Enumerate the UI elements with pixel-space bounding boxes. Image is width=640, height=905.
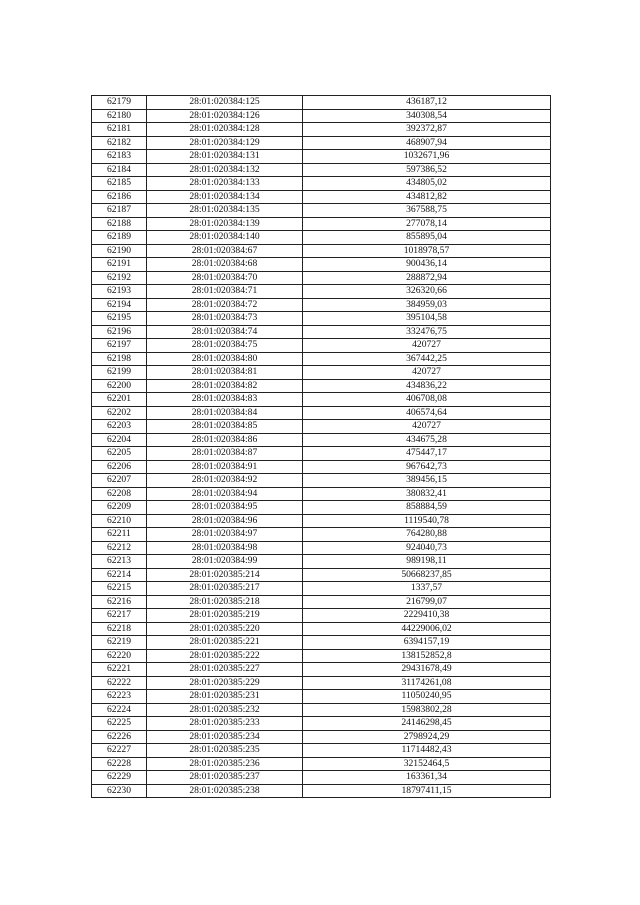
value-cell: 6394157,19 [303, 636, 551, 650]
value-cell: 764280,88 [303, 528, 551, 542]
table-row [92, 703, 551, 717]
table-row [92, 258, 551, 272]
value-cell: 924040,73 [303, 541, 551, 555]
value-cell: 389456,15 [303, 474, 551, 488]
table-row [92, 568, 551, 582]
cadastral-number-cell: 28:01:020385:217 [147, 582, 303, 596]
cadastral-number-cell: 28:01:020385:218 [147, 595, 303, 609]
value-cell: 340308,54 [303, 109, 551, 123]
row-number-cell: 62211 [92, 528, 147, 542]
cadastral-number-cell: 28:01:020384:71 [147, 285, 303, 299]
value-cell: 367588,75 [303, 204, 551, 218]
cadastral-number-cell: 28:01:020384:82 [147, 379, 303, 393]
row-number-cell: 62198 [92, 352, 147, 366]
value-cell: 277078,14 [303, 217, 551, 231]
row-number-cell: 62213 [92, 555, 147, 569]
table-row [92, 474, 551, 488]
cadastral-number-cell: 28:01:020384:70 [147, 271, 303, 285]
cadastral-number-cell: 28:01:020384:129 [147, 136, 303, 150]
cadastral-number-cell: 28:01:020384:99 [147, 555, 303, 569]
row-number-cell: 62189 [92, 231, 147, 245]
cadastral-number-cell: 28:01:020384:74 [147, 325, 303, 339]
value-cell: 18797411,15 [303, 784, 551, 798]
row-number-cell: 62224 [92, 703, 147, 717]
value-cell: 288872,94 [303, 271, 551, 285]
value-cell: 2229410,38 [303, 609, 551, 623]
row-number-cell: 62181 [92, 123, 147, 137]
row-number-cell: 62179 [92, 96, 147, 110]
row-number-cell: 62210 [92, 514, 147, 528]
table-row [92, 744, 551, 758]
cadastral-number-cell: 28:01:020384:96 [147, 514, 303, 528]
table-row [92, 366, 551, 380]
row-number-cell: 62214 [92, 568, 147, 582]
table-row [92, 447, 551, 461]
cadastral-number-cell: 28:01:020384:87 [147, 447, 303, 461]
table-row [92, 406, 551, 420]
table-row [92, 379, 551, 393]
table-row [92, 163, 551, 177]
row-number-cell: 62228 [92, 757, 147, 771]
value-cell: 11050240,95 [303, 690, 551, 704]
table-row [92, 757, 551, 771]
row-number-cell: 62206 [92, 460, 147, 474]
table-row [92, 460, 551, 474]
table-row [92, 271, 551, 285]
value-cell: 367442,25 [303, 352, 551, 366]
row-number-cell: 62194 [92, 298, 147, 312]
cadastral-number-cell: 28:01:020384:125 [147, 96, 303, 110]
cadastral-number-cell: 28:01:020384:132 [147, 163, 303, 177]
row-number-cell: 62182 [92, 136, 147, 150]
cadastral-number-cell: 28:01:020384:92 [147, 474, 303, 488]
row-number-cell: 62196 [92, 325, 147, 339]
table-row [92, 325, 551, 339]
table-row [92, 514, 551, 528]
table-row [92, 420, 551, 434]
table-row [92, 528, 551, 542]
cadastral-number-cell: 28:01:020385:214 [147, 568, 303, 582]
value-cell: 900436,14 [303, 258, 551, 272]
cadastral-number-cell: 28:01:020384:98 [147, 541, 303, 555]
value-cell: 858884,59 [303, 501, 551, 515]
row-number-cell: 62186 [92, 190, 147, 204]
table-row [92, 231, 551, 245]
value-cell: 468907,94 [303, 136, 551, 150]
value-cell: 44229006,02 [303, 622, 551, 636]
value-cell: 1018978,57 [303, 244, 551, 258]
value-cell: 420727 [303, 366, 551, 380]
table-row [92, 136, 551, 150]
cadastral-number-cell: 28:01:020384:91 [147, 460, 303, 474]
value-cell: 384959,03 [303, 298, 551, 312]
table-row [92, 541, 551, 555]
cadastral-number-cell: 28:01:020384:135 [147, 204, 303, 218]
cadastral-number-cell: 28:01:020384:86 [147, 433, 303, 447]
value-cell: 436187,12 [303, 96, 551, 110]
value-cell: 15983802,28 [303, 703, 551, 717]
table-row [92, 150, 551, 164]
row-number-cell: 62221 [92, 663, 147, 677]
cadastral-number-cell: 28:01:020384:81 [147, 366, 303, 380]
table-row [92, 636, 551, 650]
cadastral-number-cell: 28:01:020384:128 [147, 123, 303, 137]
row-number-cell: 62180 [92, 109, 147, 123]
table-row [92, 177, 551, 191]
row-number-cell: 62219 [92, 636, 147, 650]
cadastral-number-cell: 28:01:020384:131 [147, 150, 303, 164]
table-row [92, 487, 551, 501]
row-number-cell: 62223 [92, 690, 147, 704]
value-cell: 855895,04 [303, 231, 551, 245]
cadastral-number-cell: 28:01:020385:237 [147, 771, 303, 785]
value-cell: 406708,08 [303, 393, 551, 407]
cadastral-number-cell: 28:01:020384:83 [147, 393, 303, 407]
row-number-cell: 62215 [92, 582, 147, 596]
value-cell: 392372,87 [303, 123, 551, 137]
table-row [92, 784, 551, 798]
cadastral-number-cell: 28:01:020385:229 [147, 676, 303, 690]
table-row [92, 595, 551, 609]
table-body [92, 96, 551, 798]
row-number-cell: 62216 [92, 595, 147, 609]
table-row [92, 690, 551, 704]
table-row [92, 582, 551, 596]
table-row [92, 312, 551, 326]
value-cell: 138152852,8 [303, 649, 551, 663]
value-cell: 395104,58 [303, 312, 551, 326]
value-cell: 475447,17 [303, 447, 551, 461]
row-number-cell: 62190 [92, 244, 147, 258]
cadastral-number-cell: 28:01:020384:72 [147, 298, 303, 312]
cadastral-number-cell: 28:01:020384:73 [147, 312, 303, 326]
value-cell: 967642,73 [303, 460, 551, 474]
table-row [92, 622, 551, 636]
cadastral-number-cell: 28:01:020385:236 [147, 757, 303, 771]
cadastral-number-cell: 28:01:020384:133 [147, 177, 303, 191]
table-row [92, 244, 551, 258]
cadastral-number-cell: 28:01:020385:221 [147, 636, 303, 650]
value-cell: 420727 [303, 420, 551, 434]
table-row [92, 649, 551, 663]
cadastral-number-cell: 28:01:020384:139 [147, 217, 303, 231]
row-number-cell: 62199 [92, 366, 147, 380]
row-number-cell: 62212 [92, 541, 147, 555]
cadastral-number-cell: 28:01:020384:140 [147, 231, 303, 245]
row-number-cell: 62185 [92, 177, 147, 191]
cadastral-number-cell: 28:01:020385:219 [147, 609, 303, 623]
cadastral-number-cell: 28:01:020384:84 [147, 406, 303, 420]
value-cell: 406574,64 [303, 406, 551, 420]
row-number-cell: 62191 [92, 258, 147, 272]
value-cell: 420727 [303, 339, 551, 353]
value-cell: 1119540,78 [303, 514, 551, 528]
cadastral-number-cell: 28:01:020385:235 [147, 744, 303, 758]
row-number-cell: 62218 [92, 622, 147, 636]
table-row [92, 217, 551, 231]
value-cell: 989198,11 [303, 555, 551, 569]
row-number-cell: 62225 [92, 717, 147, 731]
table-row [92, 352, 551, 366]
table-row [92, 204, 551, 218]
cadastral-number-cell: 28:01:020385:233 [147, 717, 303, 731]
value-cell: 2798924,29 [303, 730, 551, 744]
row-number-cell: 62209 [92, 501, 147, 515]
cadastral-number-cell: 28:01:020385:231 [147, 690, 303, 704]
cadastral-number-cell: 28:01:020384:97 [147, 528, 303, 542]
table-row [92, 609, 551, 623]
value-cell: 332476,75 [303, 325, 551, 339]
table-row [92, 501, 551, 515]
row-number-cell: 62201 [92, 393, 147, 407]
table-row [92, 663, 551, 677]
cadastral-value-table [91, 95, 551, 798]
table-row [92, 433, 551, 447]
row-number-cell: 62197 [92, 339, 147, 353]
table-row [92, 123, 551, 137]
table-row [92, 555, 551, 569]
table-row [92, 717, 551, 731]
row-number-cell: 62222 [92, 676, 147, 690]
cadastral-number-cell: 28:01:020384:134 [147, 190, 303, 204]
value-cell: 29431678,49 [303, 663, 551, 677]
row-number-cell: 62193 [92, 285, 147, 299]
row-number-cell: 62192 [92, 271, 147, 285]
row-number-cell: 62183 [92, 150, 147, 164]
cadastral-number-cell: 28:01:020384:67 [147, 244, 303, 258]
table-row [92, 771, 551, 785]
value-cell: 434675,28 [303, 433, 551, 447]
row-number-cell: 62220 [92, 649, 147, 663]
table-row [92, 676, 551, 690]
table-row [92, 190, 551, 204]
value-cell: 216799,07 [303, 595, 551, 609]
row-number-cell: 62202 [92, 406, 147, 420]
cadastral-number-cell: 28:01:020385:222 [147, 649, 303, 663]
cadastral-number-cell: 28:01:020385:232 [147, 703, 303, 717]
value-cell: 434805,02 [303, 177, 551, 191]
table-row [92, 96, 551, 110]
row-number-cell: 62204 [92, 433, 147, 447]
value-cell: 434812,82 [303, 190, 551, 204]
row-number-cell: 62230 [92, 784, 147, 798]
value-cell: 24146298,45 [303, 717, 551, 731]
cadastral-number-cell: 28:01:020384:80 [147, 352, 303, 366]
table-row [92, 339, 551, 353]
row-number-cell: 62188 [92, 217, 147, 231]
row-number-cell: 62207 [92, 474, 147, 488]
cadastral-number-cell: 28:01:020385:220 [147, 622, 303, 636]
cadastral-number-cell: 28:01:020384:68 [147, 258, 303, 272]
value-cell: 326320,66 [303, 285, 551, 299]
row-number-cell: 62217 [92, 609, 147, 623]
row-number-cell: 62205 [92, 447, 147, 461]
value-cell: 163361,34 [303, 771, 551, 785]
cadastral-number-cell: 28:01:020384:85 [147, 420, 303, 434]
value-cell: 50668237,85 [303, 568, 551, 582]
value-cell: 380832,41 [303, 487, 551, 501]
value-cell: 434836,22 [303, 379, 551, 393]
cadastral-number-cell: 28:01:020385:234 [147, 730, 303, 744]
cadastral-number-cell: 28:01:020384:75 [147, 339, 303, 353]
cadastral-number-cell: 28:01:020384:95 [147, 501, 303, 515]
table-row [92, 285, 551, 299]
value-cell: 1032671,96 [303, 150, 551, 164]
table-row [92, 393, 551, 407]
row-number-cell: 62227 [92, 744, 147, 758]
cadastral-number-cell: 28:01:020384:126 [147, 109, 303, 123]
row-number-cell: 62187 [92, 204, 147, 218]
cadastral-number-cell: 28:01:020385:227 [147, 663, 303, 677]
value-cell: 31174261,08 [303, 676, 551, 690]
value-cell: 32152464,5 [303, 757, 551, 771]
value-cell: 11714482,43 [303, 744, 551, 758]
row-number-cell: 62208 [92, 487, 147, 501]
value-cell: 597386,52 [303, 163, 551, 177]
table-row [92, 109, 551, 123]
row-number-cell: 62184 [92, 163, 147, 177]
row-number-cell: 62226 [92, 730, 147, 744]
row-number-cell: 62195 [92, 312, 147, 326]
row-number-cell: 62229 [92, 771, 147, 785]
cadastral-number-cell: 28:01:020384:94 [147, 487, 303, 501]
table-row [92, 730, 551, 744]
cadastral-number-cell: 28:01:020385:238 [147, 784, 303, 798]
value-cell: 1337,57 [303, 582, 551, 596]
row-number-cell: 62200 [92, 379, 147, 393]
table-row [92, 298, 551, 312]
row-number-cell: 62203 [92, 420, 147, 434]
